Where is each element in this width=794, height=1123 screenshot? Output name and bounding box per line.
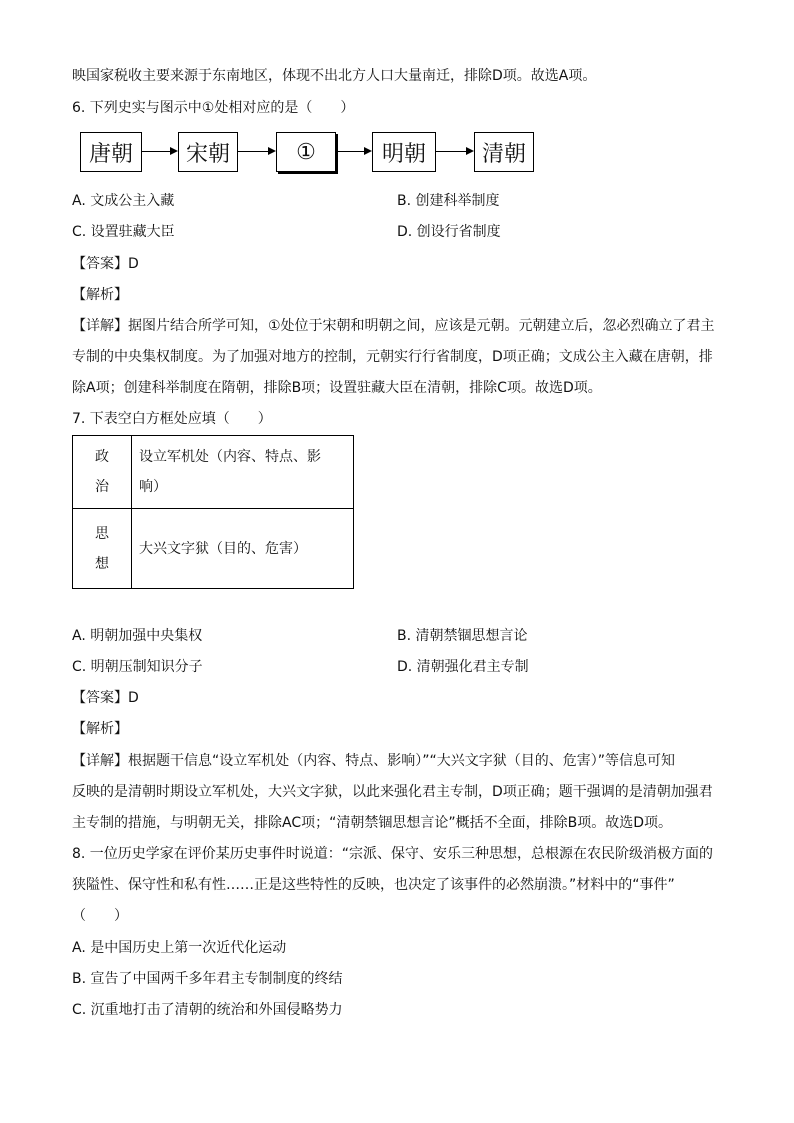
row2-content: 大兴文字狱（目的、危害）	[139, 541, 307, 557]
flow-box-tang: 唐朝	[80, 132, 142, 172]
q6-answer-text: 【答案】D	[72, 256, 139, 272]
q7-option-d: D. 清朝强化君主专制	[397, 659, 529, 675]
q7-detail-line-2: 反映的是清朝时期设立军机处，大兴文字狱，以此来强化君主专制，D项正确；题干强调的是清朝加强君	[72, 784, 713, 800]
flow-box-qing: 清朝	[474, 132, 534, 172]
q6-option-a: A. 文成公主入藏	[72, 193, 175, 209]
q6-option-b: B. 创建科举制度	[397, 193, 500, 209]
q8-option-c: C. 沉重地打击了清朝的统治和外国侵略势力	[72, 1002, 343, 1018]
q8-option-b: B. 宣告了中国两千多年君主专制制度的终结	[72, 971, 343, 987]
q6-detail-line-1	[72, 316, 715, 336]
row1-label-a: 政	[95, 449, 109, 465]
q6-answer	[72, 254, 139, 274]
flow-box-ming: 明朝	[372, 132, 436, 172]
q8-stem-line-2: 狭隘性、保守性和私有性……正是这些特性的反映，也决定了该事件的必然崩溃。”材料中的“事件”	[72, 877, 675, 893]
table-divider	[131, 436, 132, 508]
dynasty-flow-diagram	[80, 130, 540, 178]
q7-table	[72, 435, 354, 589]
q6-detail-line-2: 专制的中央集权制度。为了加强对地方的控制，元朝实行行省制度，D项正确；文成公主入藏在唐朝，排	[72, 349, 713, 365]
q7-detail-text-1: 根据题干信息“设立军机处（内容、特点、影响）”“大兴文字狱（目的、危害）”等信息可知	[128, 753, 676, 769]
q6-detail-text-1: 据图片结合所学可知，①处位于宋朝和明朝之间，应该是元朝。元朝建立后，忽必烈确立了君主	[128, 318, 715, 334]
q7-detail-line-3: 主专制的措施，与明朝无关，排除AC项；“清朝禁锢思想言论”概括不全面，排除B项。故选D项。	[72, 815, 672, 831]
table-divider	[131, 509, 132, 588]
q8-option-a: A. 是中国历史上第一次近代化运动	[72, 940, 287, 956]
q7-answer	[72, 688, 139, 708]
q6-detail-tag: 【详解】	[72, 318, 128, 334]
flow-arrow	[238, 151, 274, 152]
q7-option-c: C. 明朝压制知识分子	[72, 659, 203, 675]
q6-detail-line-3: 除A项；创建科举制度在隋朝，排除B项；设置驻藏大臣在清朝，排除C项。故选D项。	[72, 380, 602, 396]
q8-stem-line-1: 8. 一位历史学家在评价某历史事件时说道：“宗派、保守、安乐三种思想，总根源在农民阶级消极方面的	[72, 846, 714, 862]
q7-stem: 7. 下表空白方框处应填（ ）	[72, 411, 272, 427]
row1-content-line-2: 响）	[139, 479, 167, 495]
row1-label-b: 治	[95, 479, 109, 495]
q7-detail-tag: 【详解】	[72, 753, 128, 769]
q7-table-row-politics	[73, 436, 353, 509]
q7-table-row-thought	[73, 509, 353, 588]
q7-option-b: B. 清朝禁锢思想言论	[397, 628, 528, 644]
intro-line: 映国家税收主要来源于东南地区，体现不出北方人口大量南迁，排除D项。故选A项。	[72, 68, 597, 84]
row1-content-line-1: 设立军机处（内容、特点、影	[139, 449, 321, 465]
q7-answer-text: 【答案】D	[72, 690, 139, 706]
q6-analysis	[72, 285, 128, 305]
flow-arrow	[142, 151, 176, 152]
q6-stem: 6. 下列史实与图示中①处相对应的是（ ）	[72, 100, 355, 116]
q7-detail-line-1	[72, 751, 675, 771]
q7-analysis	[72, 719, 128, 739]
flow-arrow	[338, 151, 370, 152]
row2-label-b: 想	[95, 556, 109, 572]
q6-option-c: C. 设置驻藏大臣	[72, 224, 175, 240]
flow-box-song: 宋朝	[178, 132, 238, 172]
flow-box-blank: ①	[276, 132, 336, 172]
q6-analysis-text: 【解析】	[72, 287, 128, 303]
flow-arrow	[436, 151, 472, 152]
row2-label-a: 思	[95, 526, 109, 542]
q7-option-a: A. 明朝加强中央集权	[72, 628, 203, 644]
q8-stem-line-3: （ ）	[72, 908, 128, 924]
q7-analysis-text: 【解析】	[72, 721, 128, 737]
q6-option-d: D. 创设行省制度	[397, 224, 501, 240]
